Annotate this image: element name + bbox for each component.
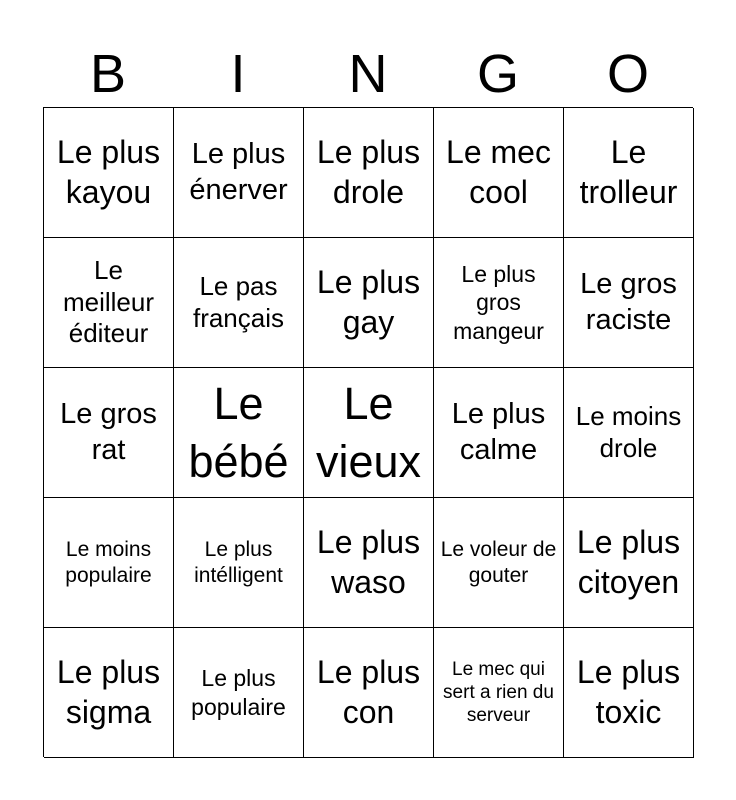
- bingo-cell-r2-c1[interactable]: [44, 238, 174, 368]
- bingo-cell-r2-c4[interactable]: [434, 238, 564, 368]
- header-letter-n: N: [348, 44, 388, 104]
- header-letter-b: B: [89, 44, 127, 104]
- cell-label: Le gros raciste: [580, 268, 677, 336]
- cell-label: Le pas français: [192, 270, 285, 333]
- cell-label: Le mec qui sert a rien du serveur: [443, 658, 554, 727]
- bingo-cell-r4-c2[interactable]: [174, 498, 304, 628]
- bingo-cell-r5-c2[interactable]: [174, 628, 304, 758]
- cell-label: Le voleur de gouter: [440, 537, 557, 587]
- cell-label: Le bébé: [188, 377, 289, 487]
- cell-label: Le plus intélligent: [194, 537, 283, 587]
- bingo-cell-r3-c5[interactable]: [564, 368, 694, 498]
- bingo-cell-r4-c4[interactable]: [434, 498, 564, 628]
- bingo-header: [43, 40, 693, 108]
- bingo-cell-r5-c5[interactable]: [564, 628, 694, 758]
- cell-label: Le plus toxic: [576, 654, 681, 730]
- bingo-cell-r4-c1[interactable]: [44, 498, 174, 628]
- bingo-cell-r4-c3[interactable]: [304, 498, 434, 628]
- bingo-cell-r5-c1[interactable]: [44, 628, 174, 758]
- cell-label: Le gros rat: [60, 398, 157, 466]
- cell-label: Le plus gros mangeur: [453, 261, 544, 344]
- cell-label: Le plus kayou: [56, 134, 161, 210]
- cell-label: Le plus populaire: [191, 665, 286, 720]
- bingo-cell-r3-c2[interactable]: [174, 368, 304, 498]
- bingo-cell-r3-c1[interactable]: [44, 368, 174, 498]
- cell-label: Le plus waso: [316, 524, 421, 600]
- cell-label: Le trolleur: [579, 134, 678, 210]
- bingo-cell-r1-c4[interactable]: [434, 108, 564, 238]
- bingo-cell-r5-c4[interactable]: [434, 628, 564, 758]
- cell-label: Le plus énerver: [189, 138, 288, 206]
- header-letter-o: O: [606, 44, 649, 104]
- cell-label: Le vieux: [315, 377, 422, 487]
- bingo-cell-r5-c3[interactable]: [304, 628, 434, 758]
- cell-label: Le plus drole: [316, 134, 421, 210]
- bingo-cell-r1-c5[interactable]: [564, 108, 694, 238]
- cell-label: Le mec cool: [446, 134, 551, 210]
- header-letter-g: G: [476, 44, 519, 104]
- bingo-cell-r1-c2[interactable]: [174, 108, 304, 238]
- cell-label: Le moins drole: [575, 400, 682, 463]
- bingo-cell-r3-c3[interactable]: [304, 368, 434, 498]
- cell-label: Le plus citoyen: [576, 524, 681, 600]
- bingo-cell-r2-c2[interactable]: [174, 238, 304, 368]
- bingo-cell-r2-c5[interactable]: [564, 238, 694, 368]
- cell-label: Le plus calme: [451, 398, 546, 466]
- bingo-cell-r3-c4[interactable]: [434, 368, 564, 498]
- cell-label: Le plus con: [316, 654, 421, 730]
- header-letter-i: I: [230, 44, 246, 104]
- cell-label: Le plus sigma: [56, 654, 161, 730]
- cell-label: Le plus gay: [316, 264, 421, 340]
- bingo-cell-r4-c5[interactable]: [564, 498, 694, 628]
- cell-label: Le moins populaire: [65, 537, 152, 587]
- bingo-grid: [43, 107, 693, 757]
- bingo-cell-r1-c3[interactable]: [304, 108, 434, 238]
- cell-label: Le meilleur éditeur: [62, 254, 155, 349]
- bingo-cell-r1-c1[interactable]: [44, 108, 174, 238]
- bingo-cell-r2-c3[interactable]: [304, 238, 434, 368]
